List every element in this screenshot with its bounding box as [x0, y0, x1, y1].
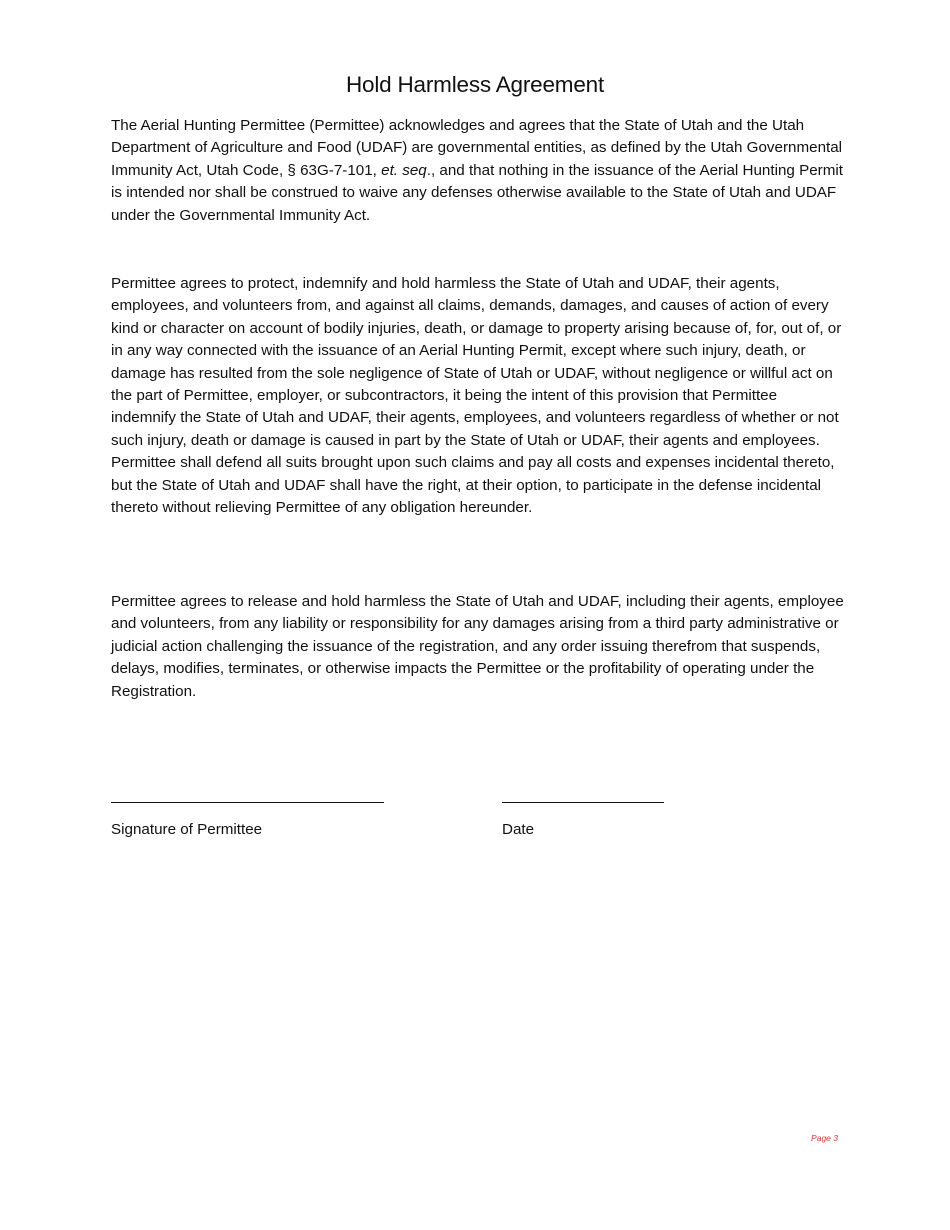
- page-number: Page 3: [811, 1133, 838, 1143]
- date-label: Date: [502, 821, 535, 838]
- signature-label: Signature of Permittee: [111, 821, 263, 838]
- paragraph-immunity-text-1: The Aerial Hunting Permittee (Permittee) acknowledges and agrees that the State of Utah and the Utah Department of Agriculture and Food (UDAF) are governmental entities, as defined by the Utah Governmental Immunity Act, Utah Code, § 63G-7-101,: [111, 117, 843, 179]
- date-line[interactable]: [502, 789, 664, 803]
- signature-line[interactable]: [111, 789, 384, 803]
- paragraph-immunity: [111, 115, 846, 227]
- paragraph-indemnify: Permittee agrees to protect, indemnify and hold harmless the State of Utah and UDAF, their agents, employees, and volunteers from, and against all claims, demands, damages, and causes of action of every kind or character on account of bodily injuries, death, or damage to property arising because of, for, out of, or in any way connected with the issuance of an Aerial Hunting Permit, except where such injury, death, or damage has resulted from the sole negligence of State of Utah or UDAF, without negligence or willful act on the part of Permittee, employer, or subcontractors, it being the intent of this provision that Permittee indemnify the State of Utah and UDAF, their agents, employees, and volunteers regardless of whether or not such injury, death or damage is caused in part by the State of Utah or UDAF, their agents and employees. Permittee shall defend all suits brought upon such claims and pay all costs and expenses incidental thereto, but the State of Utah and UDAF shall have the right, at their option, to participate in the defense incidental thereto without relieving Permittee of any obligation hereunder.: [111, 275, 842, 517]
- paragraph-immunity-italic: et. seq: [381, 161, 427, 179]
- paragraph-release: Permittee agrees to release and hold harmless the State of Utah and UDAF, including their agents, employee and volunteers, from any liability or responsibility for any damages arising from a third party administrative or judicial action challenging the issuance of the registration, and any order issuing therefrom that suspends, delays, modifies, terminates, or otherwise impacts the Permittee or the profitability of operating under the Registration.: [111, 593, 844, 700]
- paragraph-immunity-text-2: ., and that nothing in the issuance of the Aerial Hunting Permit is intended nor shall be construed to waive any defenses otherwise available to the State of Utah and UDAF under the Governmental Immunity Act.: [111, 161, 843, 224]
- page-title: Hold Harmless Agreement: [345, 72, 604, 97]
